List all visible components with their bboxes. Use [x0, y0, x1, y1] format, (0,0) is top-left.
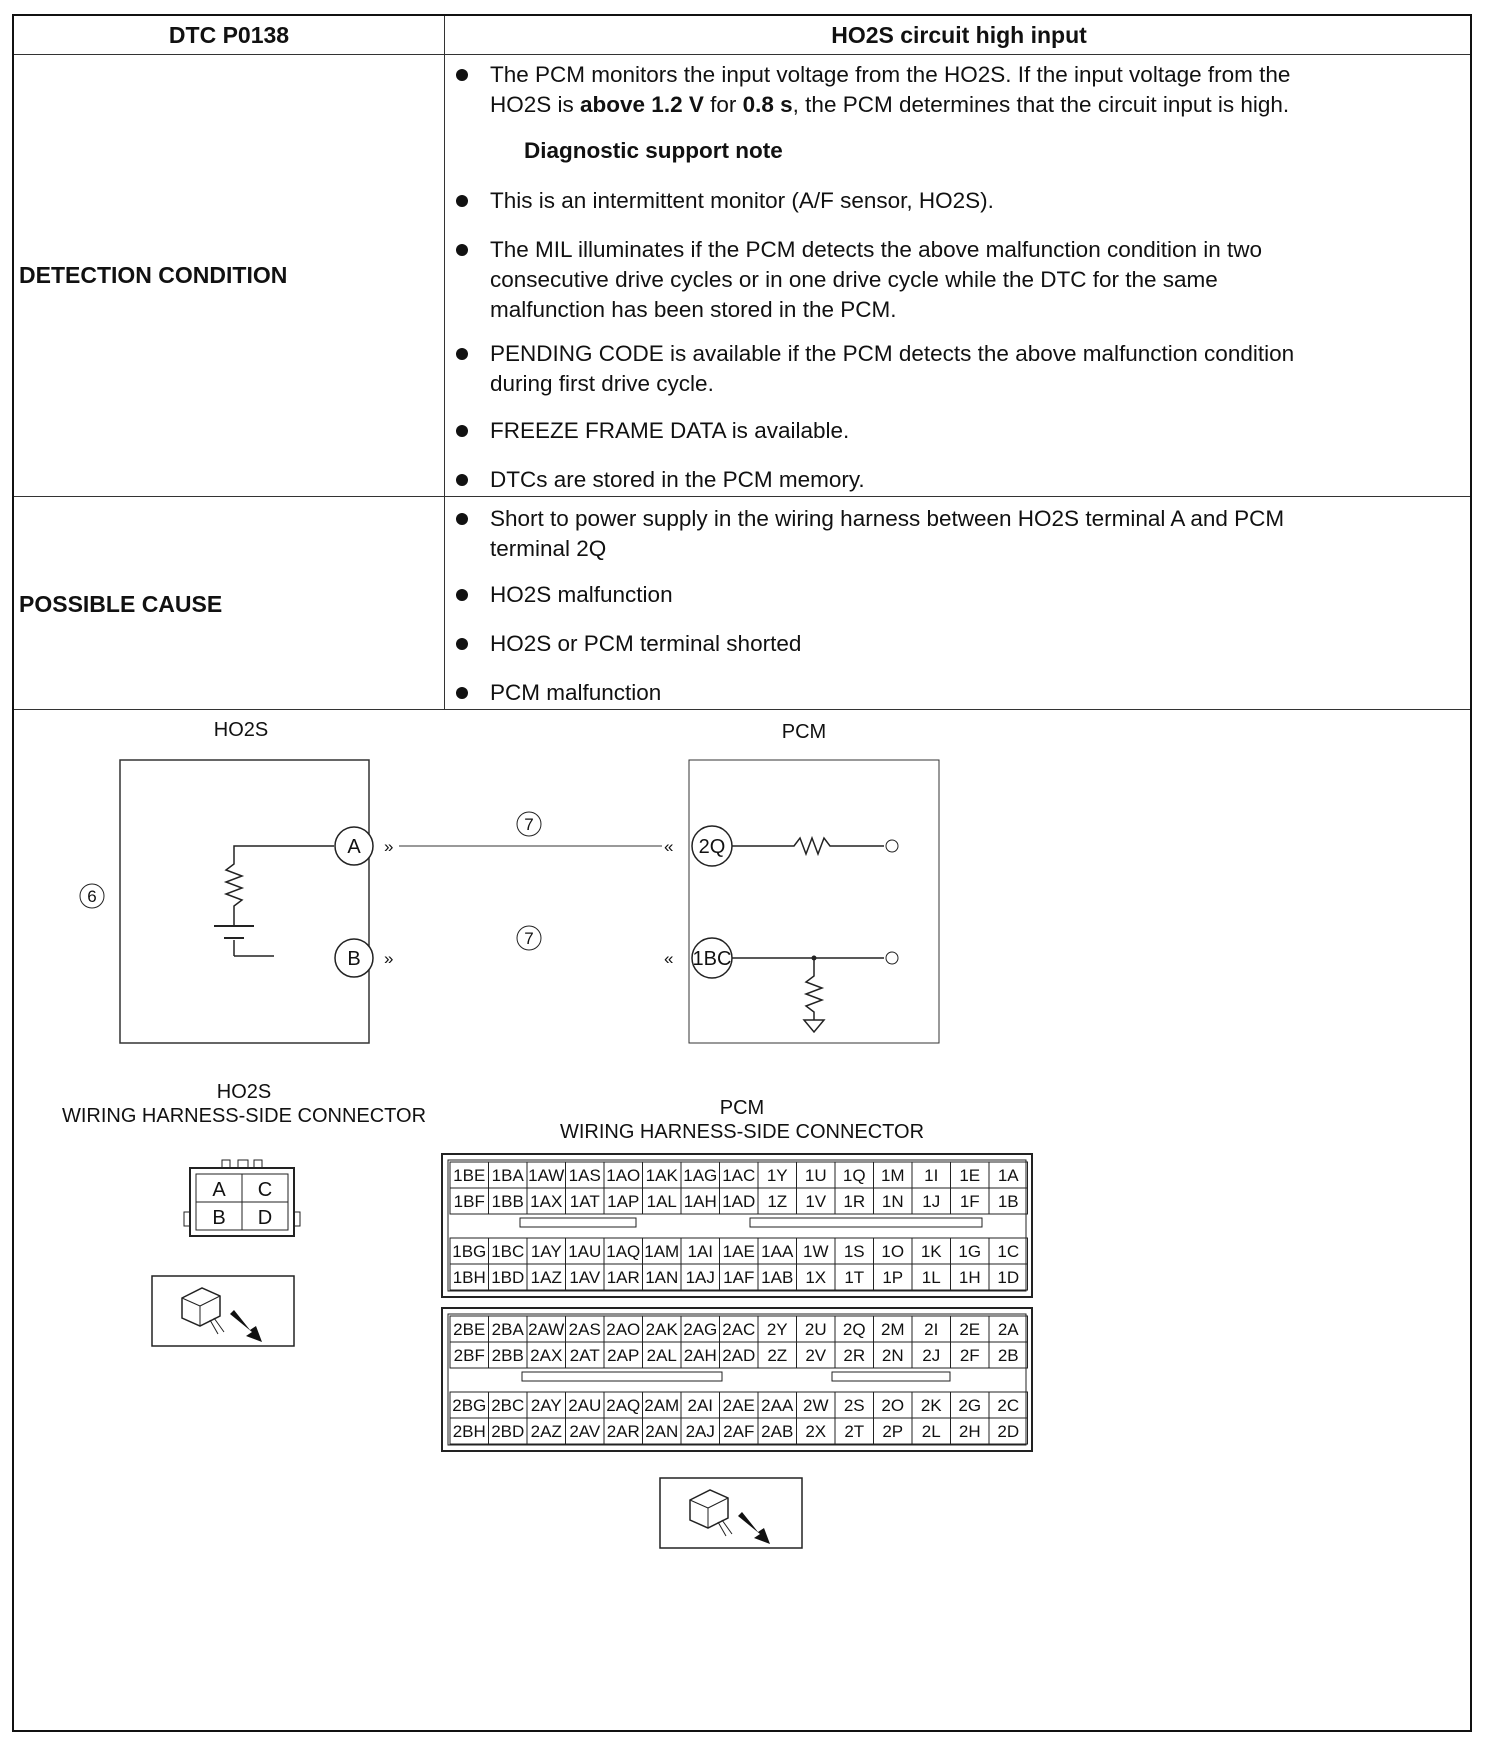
pcm-title: PCM	[781, 721, 827, 743]
wiring-diagram	[14, 16, 1470, 1730]
pin-c: C	[257, 1179, 273, 1201]
terminal-1bc-label: 1BC	[692, 948, 732, 970]
pcm-pin-label: 1G	[958, 1242, 982, 1261]
pcm-pin-label: 2A	[997, 1320, 1019, 1339]
pcm-pin-label: 1A	[997, 1166, 1019, 1185]
pcm-block-2-key	[832, 1372, 950, 1381]
pcm-pin-label: 2Y	[766, 1320, 788, 1339]
pcm-pin-label: 2AM	[644, 1396, 680, 1415]
pcm-pin-label: 1BC	[491, 1242, 525, 1261]
pcm-pin-label: 2AU	[568, 1396, 602, 1415]
pcm-pin-label: 1AX	[530, 1192, 563, 1211]
pcm-pin-label: 1AJ	[685, 1268, 715, 1287]
connector-chevron-icon: »	[384, 949, 394, 968]
latch-icon	[222, 1160, 230, 1168]
pcm-pin-label: 1U	[804, 1166, 827, 1185]
pcm-pin-label: 1AH	[683, 1192, 717, 1211]
ref-6-label: 6	[87, 887, 97, 906]
pcm-pin-label: 1AZ	[530, 1268, 562, 1287]
pcm-connector-title-2: WIRING HARNESS-SIDE CONNECTOR	[559, 1121, 925, 1143]
ho2s-connector-title-2: WIRING HARNESS-SIDE CONNECTOR	[61, 1105, 427, 1127]
connector-chevron-icon: »	[384, 837, 394, 856]
pcm-pin-label: 1F	[959, 1192, 980, 1211]
pcm-pin-label: 2AD	[722, 1346, 756, 1365]
ref-7-label: 7	[524, 815, 534, 834]
pcm-pin-label: 2AS	[568, 1320, 601, 1339]
pcm-pin-label: 2H	[958, 1422, 981, 1441]
pcm-pin-label: 1J	[922, 1192, 941, 1211]
pcm-pin-label: 1L	[921, 1268, 941, 1287]
pcm-pin-label: 2AQ	[606, 1396, 641, 1415]
bullet-intermittent: This is an intermittent monitor (A/F sensor, HO2S).	[490, 186, 1450, 216]
pcm-pin-label: 2AV	[569, 1422, 601, 1441]
bullet-pending: PENDING CODE is available if the PCM detects the above malfunction condition during first drive cycle.	[490, 339, 1450, 399]
pcm-pin-label: 2BG	[452, 1396, 487, 1415]
ho2s-connector-face	[184, 1160, 300, 1236]
pcm-pin-label: 2Z	[767, 1346, 788, 1365]
latch-icon	[254, 1160, 262, 1168]
pcm-pin-label: 2BA	[491, 1320, 524, 1339]
pcm-pin-label: 2S	[843, 1396, 865, 1415]
pcm-pin-label: 2I	[924, 1320, 939, 1339]
pcm-pin-label: 1R	[843, 1192, 866, 1211]
pcm-pin-label: 2G	[958, 1396, 982, 1415]
pcm-pin-label: 1BB	[491, 1192, 524, 1211]
pin-b: B	[212, 1207, 226, 1229]
pcm-pin-label: 1Z	[767, 1192, 788, 1211]
pcm-pin-label: 1P	[882, 1268, 904, 1287]
pcm-pin-label: 2BH	[452, 1422, 486, 1441]
pcm-pin-label: 1AO	[606, 1166, 641, 1185]
sensor-resistor-icon	[226, 846, 334, 926]
terminal-2q-label: 2Q	[698, 836, 726, 858]
monitor-line-1: The PCM monitors the input voltage from the HO2S. If the input voltage from the	[490, 62, 1291, 87]
pcm-pin-label: 2AT	[569, 1346, 600, 1365]
pcm-pin-label: 2AC	[722, 1320, 756, 1339]
pcm-pin-label: 2E	[959, 1320, 981, 1339]
pcm-pin-label: 2AY	[530, 1396, 562, 1415]
pcm-pulldown-resistor-icon	[806, 958, 822, 1020]
pcm-pin-label: 2X	[805, 1422, 827, 1441]
pcm-pin-label: 2AH	[683, 1346, 717, 1365]
pcm-pin-label: 2AG	[683, 1320, 718, 1339]
pcm-pin-label: 1AU	[568, 1242, 602, 1261]
pcm-pin-label: 2T	[844, 1422, 865, 1441]
pcm-block-2-key	[522, 1372, 722, 1381]
pcm-pin-label: 2W	[803, 1396, 829, 1415]
pcm-pin-label: 1AR	[606, 1268, 640, 1287]
pcm-pin-label: 1BD	[491, 1268, 525, 1287]
pcm-pin-label: 2AX	[530, 1346, 563, 1365]
pcm-pin-label: 1W	[803, 1242, 829, 1261]
pcm-pin-label: 2R	[843, 1346, 866, 1365]
pcm-pin-label: 1AD	[722, 1192, 756, 1211]
pcm-pin-label: 2J	[922, 1346, 941, 1365]
pcm-pin-label: 1X	[805, 1268, 827, 1287]
ho2s-title: HO2S	[213, 719, 269, 741]
pcm-pin-label: 1AY	[530, 1242, 562, 1261]
pcm-pin-label: 1T	[844, 1268, 865, 1287]
pcm-pin-label: 1Y	[766, 1166, 788, 1185]
pcm-pin-label: 2AO	[606, 1320, 641, 1339]
pcm-pin-label: 1AS	[568, 1166, 601, 1185]
ho2s-box	[120, 760, 369, 1043]
pcm-pin-label: 1AC	[722, 1166, 756, 1185]
pcm-pin-label: 2U	[804, 1320, 827, 1339]
pcm-pin-label: 1AB	[761, 1268, 794, 1287]
ref-7-label: 7	[524, 929, 534, 948]
pcm-pin-label: 2B	[997, 1346, 1019, 1365]
bullet-mil: The MIL illuminates if the PCM detects the above malfunction condition in two consecutive drive cycles or in one drive cycle while the DTC for the same malfunction has been stored in the PCM.	[490, 235, 1450, 325]
pcm-resistor-icon	[732, 838, 884, 854]
pcm-pin-label: 1BE	[453, 1166, 486, 1185]
pcm-pin-label: 1O	[881, 1242, 905, 1261]
pcm-pin-label: 1D	[997, 1268, 1020, 1287]
pcm-pin-label: 2AW	[528, 1320, 565, 1339]
pcm-pin-label: 2AL	[646, 1346, 677, 1365]
connector-view-icon	[152, 1276, 294, 1346]
connector-chevron-icon: «	[664, 837, 674, 856]
pcm-pin-label: 1V	[805, 1192, 827, 1211]
pcm-pin-label: 2V	[805, 1346, 827, 1365]
pcm-pin-label: 1BG	[452, 1242, 487, 1261]
pcm-pin-label: 1M	[880, 1166, 905, 1185]
pcm-pin-label: 1BH	[452, 1268, 486, 1287]
pcm-pin-label: 1AE	[722, 1242, 755, 1261]
pcm-pin-label: 2C	[997, 1396, 1020, 1415]
pcm-pin-label: 1E	[959, 1166, 981, 1185]
pcm-pin-label: 1AW	[528, 1166, 565, 1185]
dtc-title: HO2S circuit high input	[831, 22, 1087, 48]
pcm-pin-label: 2AA	[761, 1396, 794, 1415]
pcm-pin-label: 2AJ	[685, 1422, 715, 1441]
pcm-node-icon	[886, 840, 898, 852]
pcm-pin-label: 2F	[959, 1346, 980, 1365]
ho2s-connector-title-1: HO2S	[216, 1081, 272, 1103]
pcm-pin-label: 1C	[997, 1242, 1020, 1261]
pcm-pin-label: 1K	[920, 1242, 942, 1261]
pcm-pin-label: 1AP	[607, 1192, 640, 1211]
connector-chevron-icon: «	[664, 949, 674, 968]
pcm-pin-label: 1AG	[683, 1166, 718, 1185]
pcm-pin-label: 2O	[881, 1396, 905, 1415]
pcm-pin-label: 2P	[882, 1422, 904, 1441]
cause-ho2s: HO2S malfunction	[490, 580, 1450, 610]
pcm-pin-label: 2AZ	[530, 1422, 562, 1441]
pcm-pin-label: 1AN	[645, 1268, 679, 1287]
pcm-pin-label: 2BF	[453, 1346, 485, 1365]
pcm-box	[689, 760, 939, 1043]
pcm-pin-label: 1I	[924, 1166, 939, 1185]
dtc-code: DTC P0138	[168, 22, 290, 48]
pcm-pin-label: 1N	[881, 1192, 904, 1211]
pcm-pin-label: 2AP	[607, 1346, 640, 1365]
pcm-pin-label: 1AV	[569, 1268, 601, 1287]
pcm-pin-label: 1S	[843, 1242, 865, 1261]
pcm-pin-label: 2BD	[491, 1422, 525, 1441]
pcm-pin-label: 2M	[880, 1320, 905, 1339]
pcm-node-icon	[886, 952, 898, 964]
detection-label: DETECTION CONDITION	[19, 262, 288, 288]
pcm-pin-grid	[450, 1162, 1028, 1444]
cause-terminal: HO2S or PCM terminal shorted	[490, 629, 1450, 659]
ground-icon	[804, 1020, 824, 1032]
terminal-b-label: B	[347, 948, 361, 970]
pcm-pin-label: 2D	[997, 1422, 1020, 1441]
pcm-pin-label: 2AE	[722, 1396, 755, 1415]
connector-view-icon	[660, 1478, 802, 1548]
pcm-pin-label: 2AF	[723, 1422, 755, 1441]
pcm-pin-label: 2BC	[491, 1396, 525, 1415]
bullet-dtc-stored: DTCs are stored in the PCM memory.	[490, 465, 1450, 495]
pcm-pin-label: 1BA	[491, 1166, 524, 1185]
pcm-pin-label: 2AN	[645, 1422, 679, 1441]
latch-icon	[238, 1160, 248, 1168]
pcm-pin-label: 2N	[881, 1346, 904, 1365]
pcm-pin-label: 1AF	[723, 1268, 755, 1287]
pcm-pin-label: 2L	[921, 1422, 941, 1441]
pcm-pin-label: 1AA	[761, 1242, 794, 1261]
pcm-pin-label: 1Q	[842, 1166, 866, 1185]
pcm-pin-label: 1AQ	[606, 1242, 641, 1261]
cause-label: POSSIBLE CAUSE	[19, 591, 223, 617]
pcm-block-1-key	[520, 1218, 636, 1227]
pcm-pin-label: 1AT	[569, 1192, 600, 1211]
pcm-pin-label: 1B	[997, 1192, 1019, 1211]
dtc-table	[12, 14, 1472, 1732]
pcm-connector-title-1: PCM	[719, 1097, 765, 1119]
pcm-pin-label: 2BE	[453, 1320, 486, 1339]
pcm-pin-label: 1BF	[453, 1192, 485, 1211]
pcm-pin-label: 1AL	[646, 1192, 677, 1211]
pcm-pin-label: 2AR	[606, 1422, 640, 1441]
pcm-pin-label: 1H	[958, 1268, 981, 1287]
pcm-block-1-key	[750, 1218, 982, 1227]
pcm-pin-label: 2Q	[842, 1320, 866, 1339]
cause-pcm: PCM malfunction	[490, 678, 1450, 708]
pcm-pin-label: 1AK	[645, 1166, 678, 1185]
bullet-freeze-frame: FREEZE FRAME DATA is available.	[490, 416, 1450, 446]
pcm-pin-label: 2BB	[491, 1346, 524, 1365]
pcm-pin-label: 2AB	[761, 1422, 794, 1441]
pcm-pin-label: 2K	[920, 1396, 942, 1415]
pcm-pin-label: 1AM	[644, 1242, 680, 1261]
pcm-pin-label: 1AI	[687, 1242, 714, 1261]
pcm-pin-label: 2AK	[645, 1320, 678, 1339]
pin-a: A	[212, 1179, 226, 1201]
terminal-a-label: A	[347, 836, 361, 858]
cause-short: Short to power supply in the wiring harness between HO2S terminal A and PCM terminal 2Q	[490, 504, 1450, 564]
pcm-pin-label: 2AI	[687, 1396, 714, 1415]
monitor-line-2: HO2S is above 1.2 V for 0.8 s, the PCM determines that the circuit input is high.	[490, 92, 1290, 117]
pin-d: D	[257, 1207, 273, 1229]
diagnostic-note-title: Diagnostic support note	[524, 138, 783, 163]
